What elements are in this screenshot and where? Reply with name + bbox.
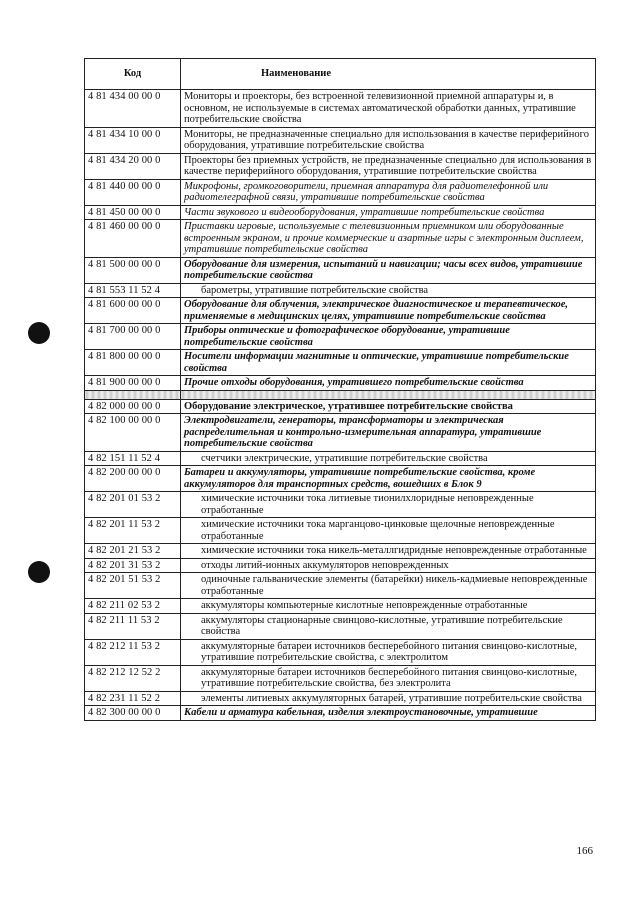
- table-row: [85, 205, 596, 220]
- row-code: 4 81 800 00 00 0: [85, 350, 181, 376]
- row-code: 4 81 900 00 00 0: [85, 376, 181, 391]
- table-row: [85, 544, 596, 559]
- row-name: Мониторы и проекторы, без встроенной телевизионной приемной аппаратуры и, в основном, не используемые в системах автоматической обработки данных, утратившие потребительские свойства: [181, 90, 596, 128]
- row-name: Проекторы без приемных устройств, не предназначенные специально для использования в качестве периферийного оборудования, утратившие потребительские свойства: [181, 153, 596, 179]
- row-code: 4 81 434 20 00 0: [85, 153, 181, 179]
- row-name: Микрофоны, громкоговорители, приемная аппаратура для радиотелефонной или радиотелеграфной связи, утратившие потребительские свойства: [181, 179, 596, 205]
- table-row: [85, 179, 596, 205]
- row-name: одиночные гальванические элементы (батарейки) никель-кадмиевые неповрежденные отработанные: [181, 573, 596, 599]
- waste-classification-table: [84, 58, 596, 721]
- table-row: [85, 466, 596, 492]
- row-code: 4 81 553 11 52 4: [85, 283, 181, 298]
- table-header-row: [85, 59, 596, 90]
- table-row: [85, 451, 596, 466]
- table-row: [85, 414, 596, 452]
- row-name: химические источники тока никель-металлгидридные неповрежденные отработанные: [181, 544, 596, 559]
- row-code: 4 82 201 11 53 2: [85, 518, 181, 544]
- table-row: [85, 573, 596, 599]
- row-name: Прочие отходы оборудования, утратившего потребительские свойства: [181, 376, 596, 391]
- table-row: [85, 558, 596, 573]
- table-row: [85, 90, 596, 128]
- row-name: химические источники тока литиевые тионилхлоридные неповрежденные отработанные: [181, 492, 596, 518]
- row-code: 4 81 500 00 00 0: [85, 257, 181, 283]
- row-name: счетчики электрические, утратившие потребительские свойства: [181, 451, 596, 466]
- row-code: 4 82 201 21 53 2: [85, 544, 181, 559]
- row-name: отходы литий-ионных аккумуляторов неповрежденных: [181, 558, 596, 573]
- row-name: Батареи и аккумуляторы, утратившие потребительские свойства, кроме аккумуляторов для транспортных средств, вошедших в Блок 9: [181, 466, 596, 492]
- table-row: [85, 399, 596, 414]
- row-code: 4 82 151 11 52 4: [85, 451, 181, 466]
- row-name: аккумуляторные батареи источников бесперебойного питания свинцово-кислотные, утратившие потребительские свойства, без электролита: [181, 665, 596, 691]
- table-row: [85, 691, 596, 706]
- table-row: [85, 518, 596, 544]
- row-code: 4 82 201 01 53 2: [85, 492, 181, 518]
- section-separator: [85, 390, 596, 399]
- punch-hole-top: [28, 322, 50, 344]
- separator-cell: [181, 390, 596, 399]
- column-header-code: Код: [85, 59, 181, 90]
- row-code: 4 81 434 10 00 0: [85, 127, 181, 153]
- table-row: [85, 127, 596, 153]
- row-code: 4 81 450 00 00 0: [85, 205, 181, 220]
- table-row: [85, 613, 596, 639]
- row-code: 4 82 201 51 53 2: [85, 573, 181, 599]
- table-row: [85, 324, 596, 350]
- row-code: 4 82 000 00 00 0: [85, 399, 181, 414]
- row-code: 4 82 212 11 53 2: [85, 639, 181, 665]
- row-name: Электродвигатели, генераторы, трансформаторы и электрическая распределительная и контрольно-измерительная аппаратура, утратившие потребительские свойства: [181, 414, 596, 452]
- row-code: 4 81 460 00 00 0: [85, 220, 181, 258]
- page-number: 166: [576, 845, 593, 857]
- table-row: [85, 350, 596, 376]
- row-name: Оборудование для облучения, электрическое диагностическое и терапевтическое, применяемые в медицинских целях, утратившие потребительские свойства: [181, 298, 596, 324]
- row-code: 4 82 201 31 53 2: [85, 558, 181, 573]
- row-name: Мониторы, не предназначенные специально для использования в качестве периферийного оборудования, утратившие потребительские свойства: [181, 127, 596, 153]
- row-code: 4 81 440 00 00 0: [85, 179, 181, 205]
- row-code: 4 82 211 02 53 2: [85, 599, 181, 614]
- row-name: Оборудование электрическое, утратившее потребительские свойства: [181, 399, 596, 414]
- table-body: [85, 90, 596, 721]
- table-row: [85, 257, 596, 283]
- row-name: аккумуляторные батареи источников бесперебойного питания свинцово-кислотные, утратившие потребительские свойства, с электролитом: [181, 639, 596, 665]
- row-name: аккумуляторы стационарные свинцово-кислотные, утратившие потребительские свойства: [181, 613, 596, 639]
- row-code: 4 82 211 11 53 2: [85, 613, 181, 639]
- row-name: Приборы оптические и фотографическое оборудование, утратившие потребительские свойства: [181, 324, 596, 350]
- row-code: 4 81 600 00 00 0: [85, 298, 181, 324]
- row-code: 4 82 231 11 52 2: [85, 691, 181, 706]
- table-row: [85, 376, 596, 391]
- row-code: 4 81 700 00 00 0: [85, 324, 181, 350]
- column-header-name: Наименование: [181, 59, 596, 90]
- table-row: [85, 283, 596, 298]
- row-name: элементы литиевых аккумуляторных батарей, утратившие потребительские свойства: [181, 691, 596, 706]
- table-row: [85, 153, 596, 179]
- table-row: [85, 706, 596, 721]
- row-name: Оборудование для измерения, испытаний и навигации; часы всех видов, утратившие потребительские свойства: [181, 257, 596, 283]
- row-code: 4 81 434 00 00 0: [85, 90, 181, 128]
- row-name: барометры, утратившие потребительские свойства: [181, 283, 596, 298]
- row-code: 4 82 200 00 00 0: [85, 466, 181, 492]
- row-name: Кабели и арматура кабельная, изделия электроустановочные, утратившие: [181, 706, 596, 721]
- table-row: [85, 298, 596, 324]
- table-row: [85, 492, 596, 518]
- row-name: химические источники тока марганцово-цинковые щелочные неповрежденные отработанные: [181, 518, 596, 544]
- row-code: 4 82 212 12 52 2: [85, 665, 181, 691]
- table-row: [85, 665, 596, 691]
- row-code: 4 82 100 00 00 0: [85, 414, 181, 452]
- table-row: [85, 599, 596, 614]
- punch-hole-bottom: [28, 561, 50, 583]
- row-name: Приставки игровые, используемые с телевизионным приемником или оборудованные встроенным экраном, и прочие коммерческие и азартные игры с электронным дисплеем, утратившие потребительские свойства: [181, 220, 596, 258]
- row-code: 4 82 300 00 00 0: [85, 706, 181, 721]
- separator-cell: [85, 390, 181, 399]
- row-name: аккумуляторы компьютерные кислотные неповрежденные отработанные: [181, 599, 596, 614]
- row-name: Носители информации магнитные и оптические, утратившие потребительские свойства: [181, 350, 596, 376]
- table-row: [85, 639, 596, 665]
- table-row: [85, 220, 596, 258]
- row-name: Части звукового и видеооборудования, утратившие потребительские свойства: [181, 205, 596, 220]
